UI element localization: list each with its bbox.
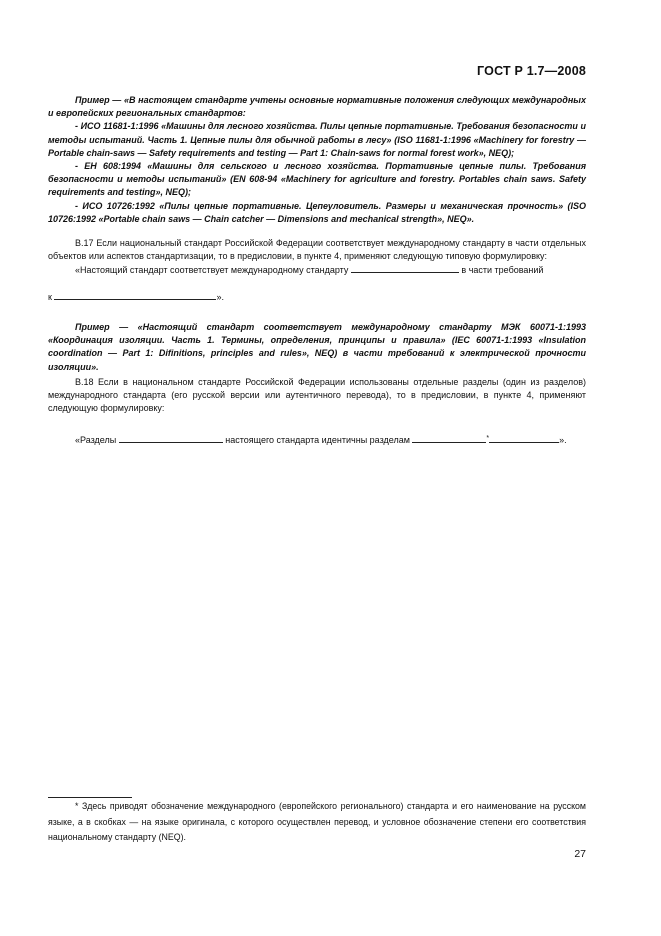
document-page xyxy=(48,0,586,936)
example-1-item-3: - ИСО 10726:1992 «Пилы цепные портативные. Цепеуловитель. Размеры и механическая прочность» (ISO 10726:1992 «Portable chain saws — Chain catcher — Dimensions and mechanical strength», NEQ». xyxy=(48,200,586,224)
blank-field xyxy=(489,433,559,443)
document-header: ГОСТ Р 1.7—2008 xyxy=(477,64,586,78)
clause-b17 xyxy=(48,237,586,304)
example-1-item-1: - ИСО 11681-1:1996 «Машины для лесного хозяйства. Пилы цепные портативные. Требования безопасности и методы испытаний. Часть 1. Цепные пилы для обычной работы в лесу» (ISO 11681-1:1996 «Machinery for forestry — Portable chain-saws — Safety requirements and testing — Part 1: Chain-saws for normal forest work», NEQ); xyxy=(48,121,586,158)
clause-b17-text: В.17 Если национальный стандарт Российской Федерации соответствует международному стандарту в части отдельных объектов или аспектов стандартизации, то в предисловии, в пункте 4, применяют следующую типовую формулировку: xyxy=(48,238,586,262)
blank-field xyxy=(412,433,486,443)
footnote-text: * Здесь приводят обозначение международного (европейского регионального) стандарта и его наименование на русском языке, а в скобках — на языке оригинала, с которого осуществлен перевод, и условное обозначение степени его соответствия национальному стандарту (NEQ). xyxy=(48,801,586,842)
example-1-intro: Пример — «В настоящем стандарте учтены основные нормативные положения следующих международных и европейских региональных стандартов: xyxy=(48,95,586,119)
blank-field xyxy=(351,263,459,273)
clause-b18 xyxy=(48,376,586,447)
clause-b17-formula xyxy=(48,263,586,277)
formula-mid: в части требований xyxy=(461,265,544,276)
formula-start: «Разделы xyxy=(75,434,117,445)
page-number: 27 xyxy=(574,848,586,860)
example-2 xyxy=(48,321,586,374)
clause-b17-formula-cont xyxy=(48,290,586,304)
example-1-item-2: - ЕН 608:1994 «Машины для сельского и лесного хозяйства. Портативные цепные пилы. Требования безопасности и методы испытаний» (EN 608-94 «Machinery for agriculture and forestry. Portables chain saws. Safety requirements and testing», NEQ); xyxy=(48,161,586,198)
formula-end: ». xyxy=(216,291,224,302)
blank-field xyxy=(54,290,216,300)
footnote-marker: * xyxy=(486,434,490,442)
clause-b18-formula xyxy=(48,432,586,447)
footnote-divider xyxy=(48,797,132,798)
clause-b18-text: В.18 Если в национальном стандарте Российской Федерации использованы отдельные разделы (один из разделов) международного стандарта (его русской версии или аутентичного перевода), то в предисловии, в пункте 4, применяют следующую формулировку: xyxy=(48,377,586,414)
footnote xyxy=(48,799,586,846)
formula-end: ». xyxy=(559,434,567,445)
formula-mid: настоящего стандарта идентичны разделам xyxy=(225,434,410,445)
example-1 xyxy=(48,94,586,226)
formula-k: к xyxy=(48,291,52,302)
formula-start: «Настоящий стандарт соответствует международному стандарту xyxy=(75,265,349,276)
example-2-text: Пример — «Настоящий стандарт соответствует международному стандарту МЭК 60071-1:1993 «Координация изоляции. Часть 1. Термины, определения, принципы и правила» (IEC 60071-1:1993 «Insulation coordination — Part 1: Difinitions, principles and rules», NEQ) в части требований к электрической прочности изоляции». xyxy=(48,322,586,372)
blank-field xyxy=(119,433,223,443)
